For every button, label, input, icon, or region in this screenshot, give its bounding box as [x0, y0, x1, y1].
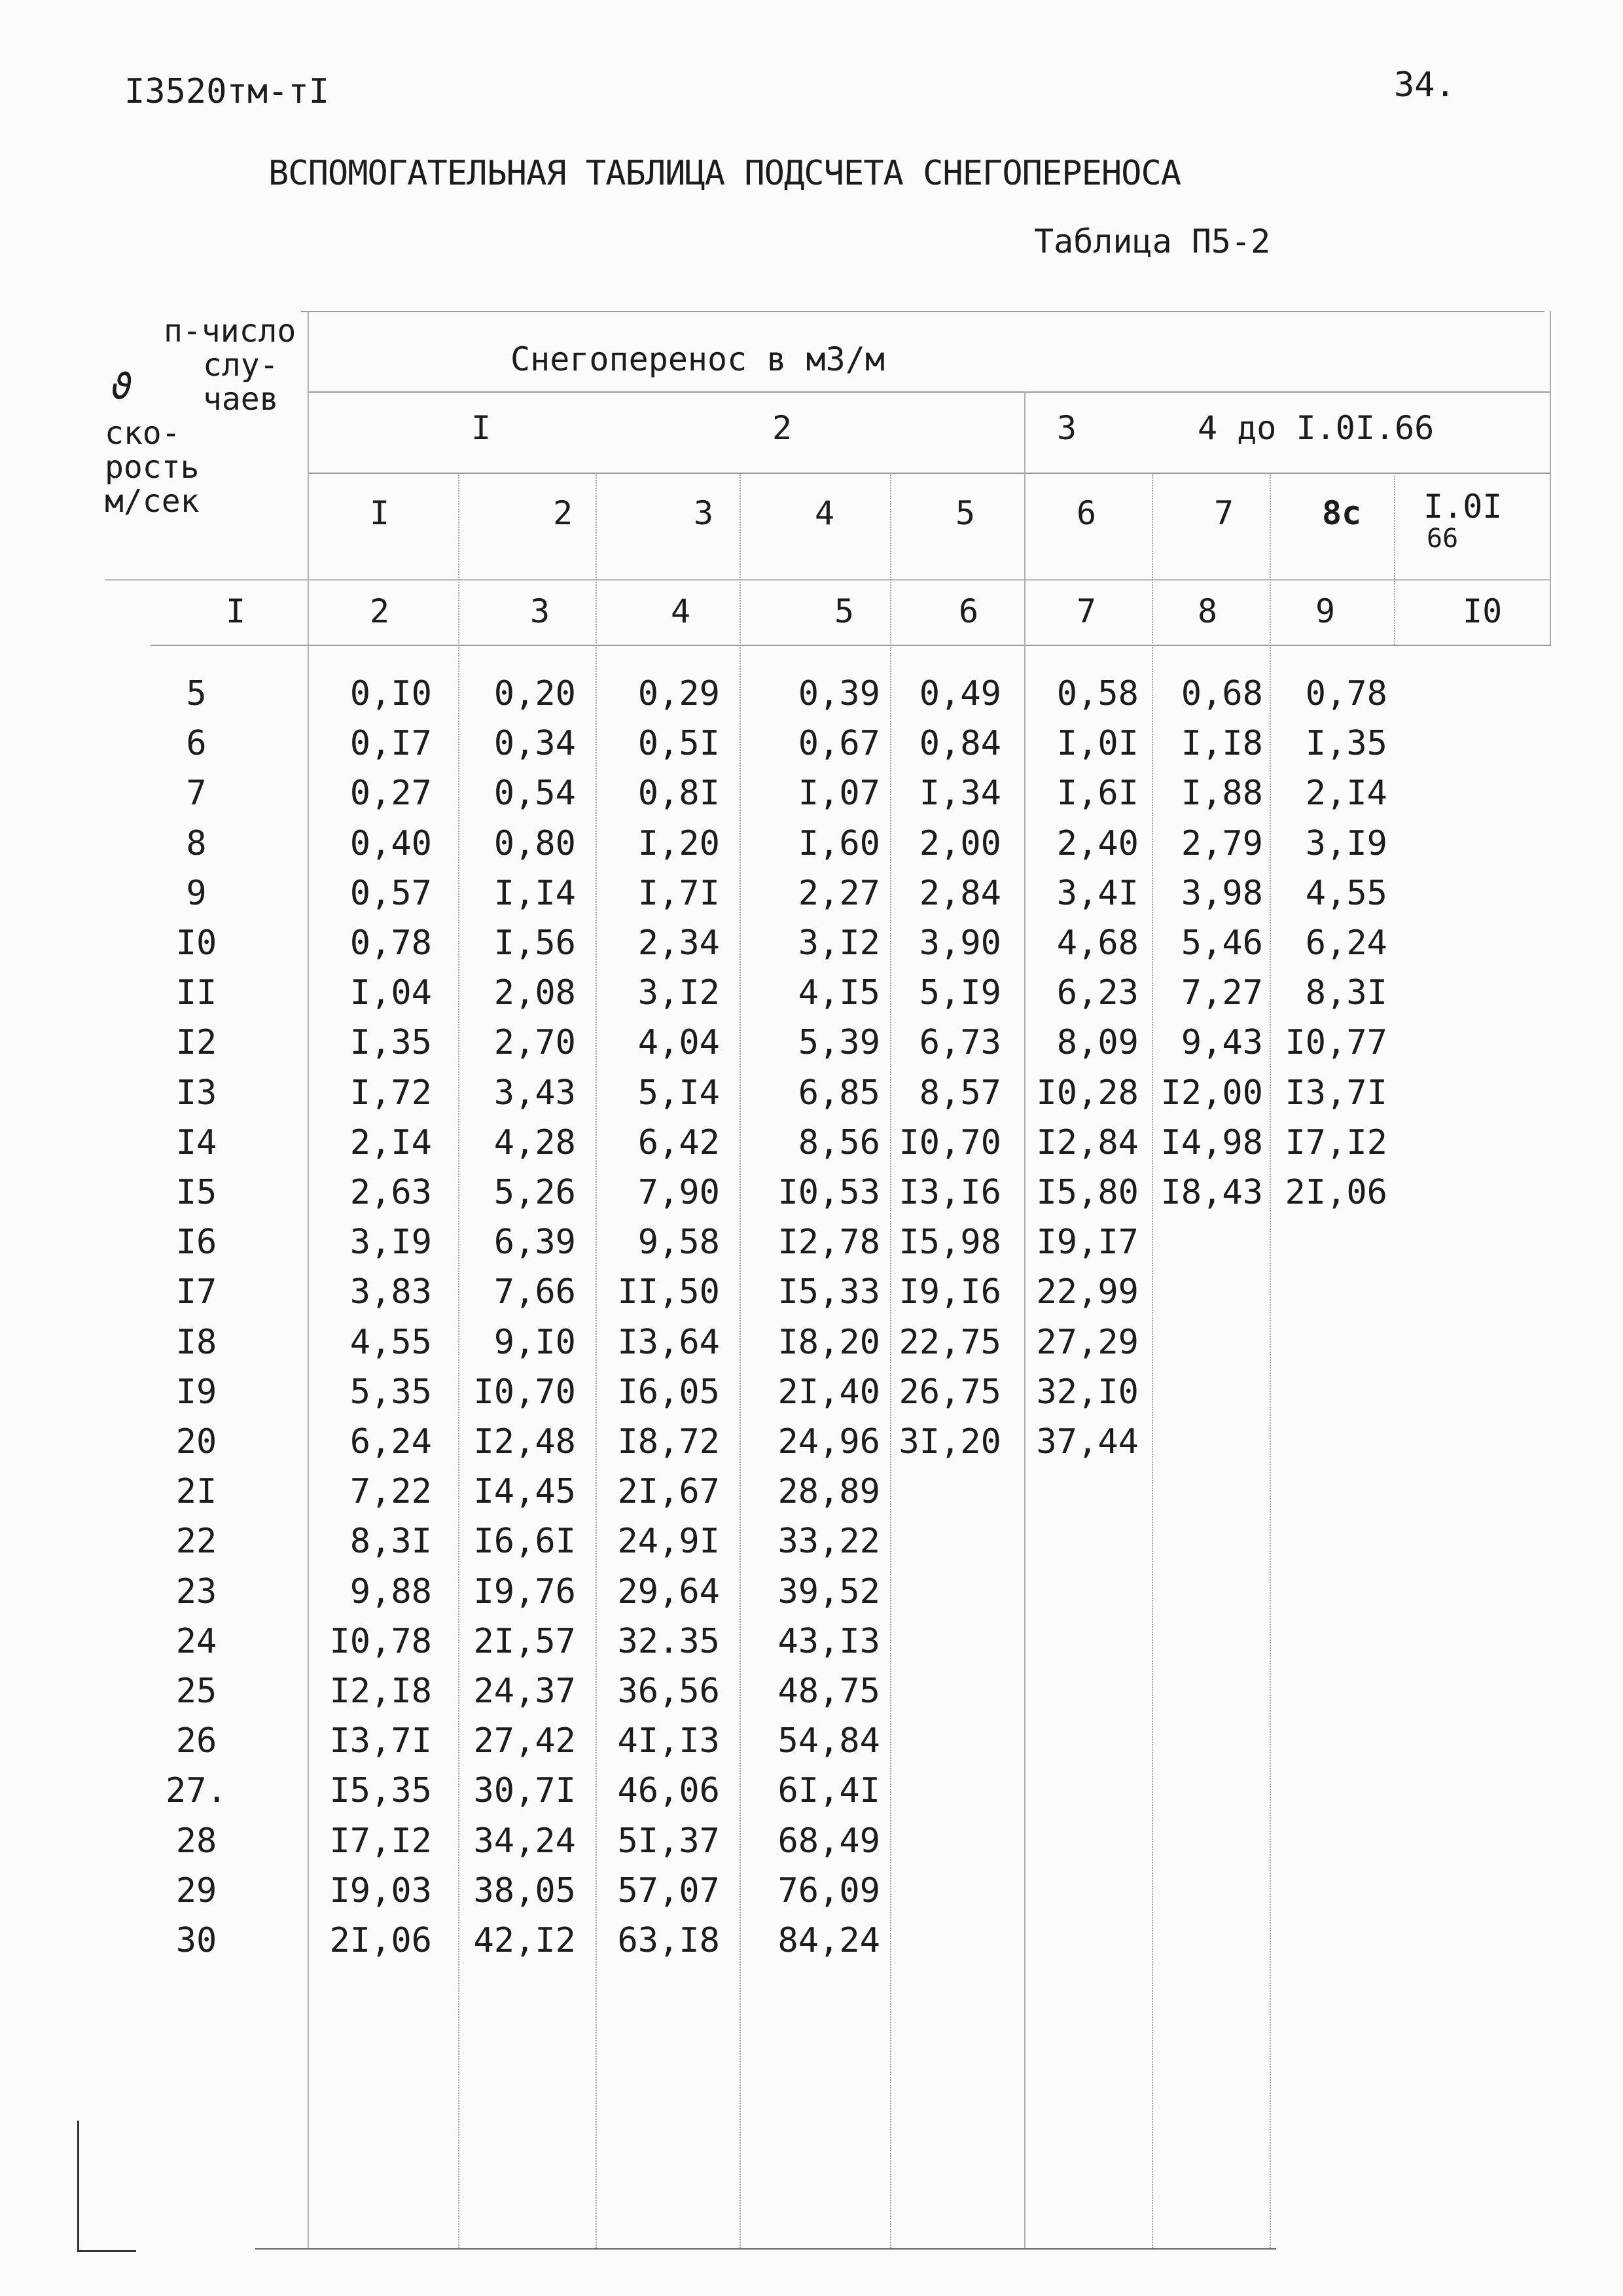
group-title: Снегоперенос в м3/м — [510, 340, 885, 378]
column-number: 8 — [1198, 592, 1218, 630]
table-cell: 0,I7 — [349, 724, 432, 763]
table-cell: I,88 — [1181, 774, 1263, 813]
table-label: Таблица П5-2 — [1034, 223, 1271, 260]
speed-label: 25 — [175, 1672, 217, 1711]
column-number: 6 — [959, 592, 979, 630]
table-cell: 27,29 — [1036, 1323, 1139, 1362]
table-cell: 2I,06 — [1285, 1173, 1387, 1212]
table-cell: I0,77 — [1285, 1023, 1387, 1062]
table-cell: 0,80 — [493, 824, 576, 863]
corner-n-label-2: слу- — [203, 347, 279, 384]
table-cell: 2,70 — [493, 1023, 576, 1062]
table-cell: 30,7I — [473, 1771, 576, 1810]
table-cell: 76,09 — [777, 1871, 880, 1910]
table-cell: 54,84 — [777, 1721, 880, 1761]
speed-label: 20 — [175, 1422, 217, 1462]
table-cell: 8,57 — [919, 1073, 1001, 1113]
table-cell: 5,26 — [493, 1173, 576, 1212]
table-cell: 0,40 — [349, 824, 432, 863]
group-label: 4 до I.0I.66 — [1198, 409, 1435, 447]
table-cell: 2,I4 — [1305, 774, 1387, 813]
case-number: 8c — [1322, 494, 1362, 532]
speed-label: 7 — [186, 774, 207, 813]
table-cell: 7,22 — [349, 1472, 432, 1511]
case-number: 7 — [1214, 494, 1234, 532]
column-number: I0 — [1463, 592, 1503, 630]
table-cell: 2,63 — [349, 1173, 432, 1212]
table-cell: 9,43 — [1181, 1023, 1263, 1062]
table-cell: 0,49 — [919, 674, 1001, 713]
table-cell: 6,42 — [637, 1123, 720, 1162]
table-cell: I,6I — [1056, 774, 1139, 813]
table-cell: 8,09 — [1056, 1023, 1139, 1062]
case-number: I.0I — [1423, 488, 1503, 526]
speed-label: I6 — [175, 1223, 217, 1262]
table-cell: 0,54 — [493, 774, 576, 813]
table-cell: 9,58 — [637, 1223, 720, 1262]
table-top-rule — [301, 311, 1544, 312]
column-number: I — [226, 592, 246, 630]
column-number: 7 — [1077, 592, 1097, 630]
table-cell: I0,70 — [473, 1372, 576, 1412]
table-cell: 0,78 — [349, 924, 432, 963]
table-cell: 48,75 — [777, 1672, 880, 1711]
table-cell: 36,56 — [617, 1672, 720, 1711]
table-cell: 7,66 — [493, 1272, 576, 1312]
table-cell: 0,84 — [919, 724, 1001, 763]
table-cell: 0,58 — [1056, 674, 1139, 713]
speed-label: I9 — [175, 1372, 217, 1412]
table-cell: 5,39 — [798, 1023, 880, 1062]
table-cell: I3,7I — [329, 1721, 432, 1761]
table-cell: 33,22 — [777, 1522, 880, 1561]
table-cell: I8,20 — [777, 1323, 880, 1362]
table-cell: I4,45 — [473, 1472, 576, 1511]
table-cell: I,34 — [919, 774, 1001, 813]
table-cell: I,0I — [1056, 724, 1139, 763]
table-cell: 26,75 — [899, 1372, 1001, 1412]
table-cell: 2,00 — [919, 824, 1001, 863]
case-number: 6 — [1077, 494, 1097, 532]
col-divider — [1394, 473, 1395, 645]
speed-label: 24 — [175, 1622, 217, 1661]
table-cell: 46,06 — [617, 1771, 720, 1810]
table-cell: 0,8I — [637, 774, 720, 813]
table-cell: I,20 — [637, 824, 720, 863]
group-label: 3 — [1057, 409, 1077, 447]
case-number: 3 — [694, 494, 714, 532]
page-number: 34. — [1394, 65, 1455, 105]
table-cell: I8,43 — [1160, 1173, 1263, 1212]
table-cell: 2I,67 — [617, 1472, 720, 1511]
table-cell: 68,49 — [777, 1821, 880, 1861]
table-cell: I3,7I — [1285, 1073, 1387, 1113]
column-number: 3 — [530, 592, 550, 630]
group-title-rule — [308, 391, 1551, 393]
table-cell: 4,55 — [349, 1323, 432, 1362]
corner-speed-label: ско- — [105, 415, 181, 452]
table-cell: 8,3I — [349, 1522, 432, 1561]
group-divider — [1024, 391, 1026, 2248]
table-cell: I0,78 — [329, 1622, 432, 1661]
table-cell: I8,72 — [617, 1422, 720, 1462]
table-cell: 6,24 — [1305, 924, 1387, 963]
column-number: 4 — [671, 592, 691, 630]
table-cell: I0,28 — [1036, 1073, 1139, 1113]
table-cell: 2,79 — [1181, 824, 1263, 863]
table-cell: 7,27 — [1181, 973, 1263, 1013]
table-cell: 0,57 — [349, 874, 432, 913]
speed-label: 23 — [175, 1572, 217, 1611]
table-cell: I6,05 — [617, 1372, 720, 1412]
table-cell: 9,88 — [349, 1572, 432, 1611]
table-cell: 5,46 — [1181, 924, 1263, 963]
table-cell: II,50 — [617, 1272, 720, 1312]
table-cell: 6,85 — [798, 1073, 880, 1113]
column-number: 2 — [370, 592, 390, 630]
case-number: 4 — [815, 494, 835, 532]
corner-n-label-3: чаев — [203, 381, 279, 418]
group-label: I — [471, 409, 491, 447]
corner-velocity-symbol: ϑ — [111, 366, 133, 407]
table-cell: 2,40 — [1056, 824, 1139, 863]
table-cell: I,I4 — [493, 874, 576, 913]
table-cell: 24,37 — [473, 1672, 576, 1711]
table-cell: I2,48 — [473, 1422, 576, 1462]
table-cell: 24,96 — [777, 1422, 880, 1462]
table-cell: I3,64 — [617, 1323, 720, 1362]
table-cell: 4I,I3 — [617, 1721, 720, 1761]
table-cell: I,56 — [493, 924, 576, 963]
table-cell: I6,6I — [473, 1522, 576, 1561]
table-cell: 0,78 — [1305, 674, 1387, 713]
binding-mark-foot — [77, 2250, 136, 2252]
table-cell: I9,I6 — [899, 1272, 1001, 1312]
table-cell: I,04 — [349, 973, 432, 1013]
table-cell: 6,73 — [919, 1023, 1001, 1062]
table-cell: 0,67 — [798, 724, 880, 763]
table-cell: 3,98 — [1181, 874, 1263, 913]
speed-label: I8 — [175, 1323, 217, 1362]
binding-mark — [77, 2121, 79, 2251]
table-cell: 2,34 — [637, 924, 720, 963]
table-cell: 8,3I — [1305, 973, 1387, 1013]
table-cell: 84,24 — [777, 1921, 880, 1960]
table-cell: I,35 — [349, 1023, 432, 1062]
column-number: 5 — [834, 592, 855, 630]
table-cell: 57,07 — [617, 1871, 720, 1910]
case-number: 2 — [553, 494, 573, 532]
speed-label: I4 — [175, 1123, 217, 1162]
table-cell: 22,75 — [899, 1323, 1001, 1362]
table-cell: 6,23 — [1056, 973, 1139, 1013]
table-cell: 43,I3 — [777, 1622, 880, 1661]
table-cell: I,I8 — [1181, 724, 1263, 763]
column-number-rule — [151, 645, 1551, 646]
table-cell: 29,64 — [617, 1572, 720, 1611]
table-cell: 22,99 — [1036, 1272, 1139, 1312]
table-cell: 2,08 — [493, 973, 576, 1013]
table-cell: 0,20 — [493, 674, 576, 713]
table-cell: I,35 — [1305, 724, 1387, 763]
table-cell: 5,35 — [349, 1372, 432, 1412]
table-cell: I2,78 — [777, 1223, 880, 1262]
table-cell: I5,80 — [1036, 1173, 1139, 1212]
table-cell: 34,24 — [473, 1821, 576, 1861]
table-cell: 63,I8 — [617, 1921, 720, 1960]
table-cell: 2I,06 — [329, 1921, 432, 1960]
table-cell: 4,68 — [1056, 924, 1139, 963]
table-cell: 3,90 — [919, 924, 1001, 963]
table-cell: 3,83 — [349, 1272, 432, 1312]
table-cell: 5,I4 — [637, 1073, 720, 1113]
table-cell: 7,90 — [637, 1173, 720, 1212]
table-cell: 27,42 — [473, 1721, 576, 1761]
speed-label: 30 — [175, 1921, 217, 1960]
table-cell: 32.35 — [617, 1622, 720, 1661]
speed-label: I0 — [175, 924, 217, 963]
speed-label: 27. — [166, 1771, 227, 1810]
table-cell: 2,I4 — [349, 1123, 432, 1162]
speed-label: II — [175, 973, 217, 1013]
table-cell: 0,5I — [637, 724, 720, 763]
case-number-sub: 66 — [1427, 524, 1459, 554]
table-cell: I3,I6 — [899, 1173, 1001, 1212]
column-number: 9 — [1315, 592, 1336, 630]
table-cell: 39,52 — [777, 1572, 880, 1611]
case-number: I — [370, 494, 390, 532]
table-cell: 4,04 — [637, 1023, 720, 1062]
speed-label: I5 — [175, 1173, 217, 1212]
table-cell: I9,03 — [329, 1871, 432, 1910]
table-cell: I,07 — [798, 774, 880, 813]
table-cell: 3,I2 — [637, 973, 720, 1013]
document-code: I3520тм-тI — [124, 72, 330, 111]
speed-label: 6 — [186, 724, 207, 763]
table-cell: 3I,20 — [899, 1422, 1001, 1462]
table-cell: 4,I5 — [798, 973, 880, 1013]
table-cell: I2,84 — [1036, 1123, 1139, 1162]
table-cell: 2,84 — [919, 874, 1001, 913]
table-right-rule — [1550, 311, 1551, 645]
group-rule — [308, 473, 1551, 474]
table-cell: 24,9I — [617, 1522, 720, 1561]
table-cell: 3,I9 — [349, 1223, 432, 1262]
table-cell: 8,56 — [798, 1123, 880, 1162]
table-cell: I2,I8 — [329, 1672, 432, 1711]
table-cell: 2I,40 — [777, 1372, 880, 1412]
col-divider — [740, 473, 741, 2248]
table-bottom-rule — [255, 2248, 1276, 2250]
speed-label: 28 — [175, 1821, 217, 1861]
table-cell: 4,28 — [493, 1123, 576, 1162]
table-cell: 0,39 — [798, 674, 880, 713]
table-cell: 3,43 — [493, 1073, 576, 1113]
table-cell: I9,I7 — [1036, 1223, 1139, 1262]
speed-label: 5 — [186, 674, 207, 713]
speed-label: 22 — [175, 1522, 217, 1561]
speed-label: I7 — [175, 1272, 217, 1312]
table-cell: 37,44 — [1036, 1422, 1139, 1462]
page-title: ВСПОМОГАТЕЛЬНАЯ ТАБЛИЦА ПОДСЧЕТА СНЕГОПЕРЕНОСА — [268, 154, 1181, 193]
speed-label: I3 — [175, 1073, 217, 1113]
speed-label: 9 — [186, 874, 207, 913]
table-cell: 0,68 — [1181, 674, 1263, 713]
table-cell: 0,34 — [493, 724, 576, 763]
case-number: 5 — [955, 494, 976, 532]
table-cell: 0,27 — [349, 774, 432, 813]
table-cell: 38,05 — [473, 1871, 576, 1910]
table-cell: 28,89 — [777, 1472, 880, 1511]
table-cell: 2I,57 — [473, 1622, 576, 1661]
table-cell: 5I,37 — [617, 1821, 720, 1861]
table-cell: 3,I9 — [1305, 824, 1387, 863]
table-cell: I5,98 — [899, 1223, 1001, 1262]
table-cell: I7,I2 — [329, 1821, 432, 1861]
table-cell: I4,98 — [1160, 1123, 1263, 1162]
table-cell: I,7I — [637, 874, 720, 913]
table-cell: 0,I0 — [349, 674, 432, 713]
table-cell: I7,I2 — [1285, 1123, 1387, 1162]
table-cell: I,72 — [349, 1073, 432, 1113]
corner-n-label: п-число — [164, 313, 296, 350]
table-cell: 4,55 — [1305, 874, 1387, 913]
table-cell: 0,29 — [637, 674, 720, 713]
speed-label: 29 — [175, 1871, 217, 1910]
table-cell: 2,27 — [798, 874, 880, 913]
table-cell: I5,33 — [777, 1272, 880, 1312]
table-cell: I2,00 — [1160, 1073, 1263, 1113]
speed-label: I2 — [175, 1023, 217, 1062]
table-cell: I0,70 — [899, 1123, 1001, 1162]
table-cell: 6,24 — [349, 1422, 432, 1462]
corner-speed-unit: м/сек — [105, 483, 200, 520]
table-cell: 5,I9 — [919, 973, 1001, 1013]
case-rule — [105, 579, 1551, 581]
table-cell: 9,I0 — [493, 1323, 576, 1362]
speed-label: 26 — [175, 1721, 217, 1761]
speed-label: 2I — [175, 1472, 217, 1511]
group-label: 2 — [772, 409, 793, 447]
table-cell: 6,39 — [493, 1223, 576, 1262]
table-cell: 3,4I — [1056, 874, 1139, 913]
table-cell: 3,I2 — [798, 924, 880, 963]
speed-label: 8 — [186, 824, 207, 863]
table-cell: 32,I0 — [1036, 1372, 1139, 1412]
table-cell: 6I,4I — [777, 1771, 880, 1810]
table-cell: I,60 — [798, 824, 880, 863]
table-cell: I0,53 — [777, 1173, 880, 1212]
table-cell: 42,I2 — [473, 1921, 576, 1960]
corner-speed-label-2: рость — [105, 449, 200, 486]
table-cell: I9,76 — [473, 1572, 576, 1611]
table-cell: I5,35 — [329, 1771, 432, 1810]
